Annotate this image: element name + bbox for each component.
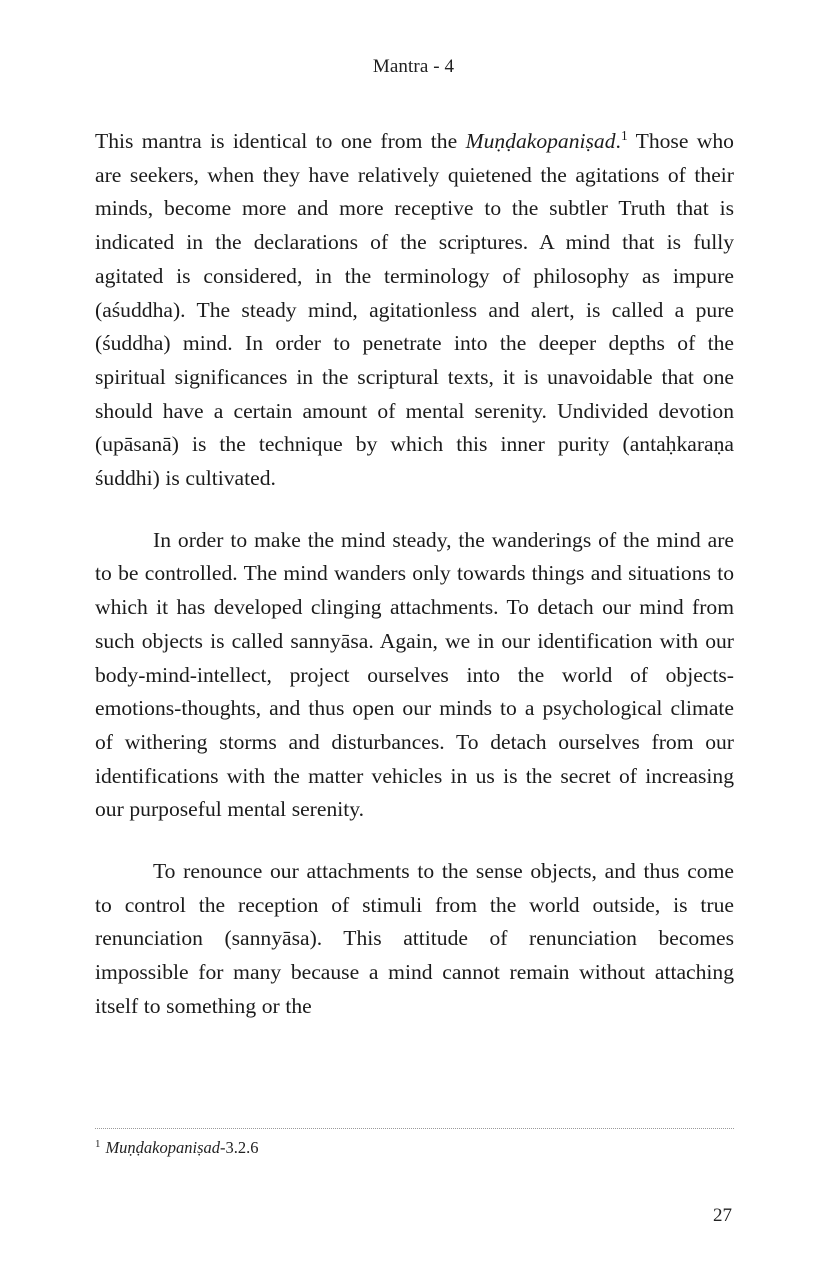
body-text-block bbox=[95, 125, 734, 1024]
footnote-source-reference: -3.2.6 bbox=[220, 1138, 259, 1157]
body-paragraph-3 bbox=[95, 855, 734, 1024]
paragraph-1-remainder: Those who are seekers, when they have relatively quietened the agitations of their minds, become more and more receptive to the subtler Truth that is indicated in the declarations of the scriptures. A mind that is fully agitated is considered, in the terminology of philosophy as impure (aśuddha). The steady mind, agitationless and alert, is called a pure (śuddha) mind. In order to penetrate into the deeper depths of the spiritual significances in the scriptural texts, it is unavoidable that one should have a certain amount of mental serenity. Undivided devotion (upāsanā) is the technique by which this inner purity (antaḥkaraṇa śuddhi) is cultivated. bbox=[95, 129, 734, 491]
sanskrit-title-mundakopanisad: Muṇḍakopaniṣad bbox=[465, 129, 616, 153]
body-paragraph-2 bbox=[95, 524, 734, 827]
paragraph-1-lead-text: This mantra is identical to one from the bbox=[95, 129, 466, 153]
paragraph-3-text: To renounce our attachments to the sense objects, and thus come to control the reception of stimuli from the world outside, is true renunciation (sannyāsa). This attitude of renunciation becomes impossible for many because a mind cannot remain without attaching itself to something or the bbox=[95, 859, 734, 1018]
footnote-entry bbox=[95, 1137, 734, 1159]
paragraph-2-text: In order to make the mind steady, the wanderings of the mind are to be controlled. The mind wanders only towards things and situations to which it has developed clinging attachments. To detach our mind from such objects is called sannyāsa. Again, we in our identification with our body-mind-intellect, project ourselves into the world of objects-emotions-thoughts, and thus open our minds to a psychological climate of withering storms and disturbances. To detach ourselves from our identifications with the matter vehicles in us is the secret of increasing our purposeful mental serenity. bbox=[95, 527, 734, 822]
body-paragraph-1 bbox=[95, 125, 734, 496]
paragraph-1-period: . bbox=[615, 129, 621, 153]
footnote-separator-rule bbox=[95, 1128, 734, 1129]
footnote-marker: 1 bbox=[95, 1137, 101, 1150]
footnote-reference-marker[interactable]: 1 bbox=[620, 127, 628, 143]
footnote-source-title: Muṇḍakopaniṣad bbox=[105, 1138, 221, 1157]
running-header: Mantra - 4 bbox=[372, 56, 455, 77]
page-number: 27 bbox=[713, 1205, 732, 1226]
footnote-area bbox=[95, 1128, 734, 1159]
